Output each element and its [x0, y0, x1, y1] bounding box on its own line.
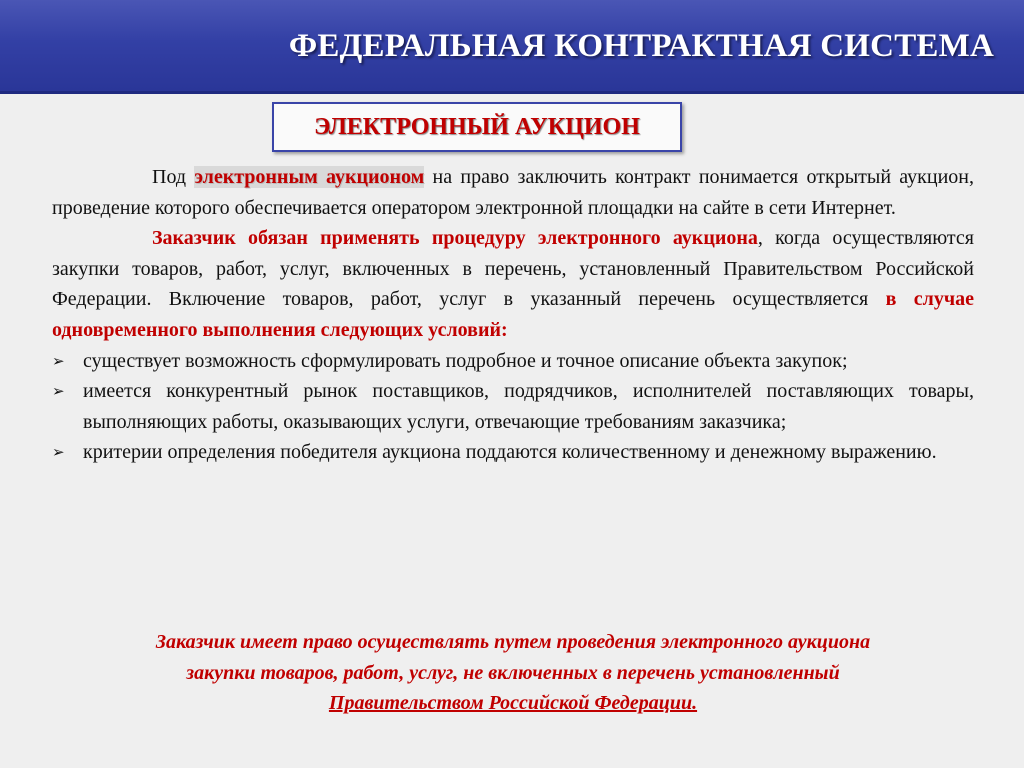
list-item-text: критерии определения победителя аукциона поддаются количественному и денежному выражению. — [83, 441, 937, 464]
list-item — [52, 346, 974, 377]
conclusion-line-3: Правительством Российской Федерации. — [328, 692, 698, 715]
conditions-emphasis: в случае одновременного выполнения следующих условий: — [52, 288, 975, 341]
arrow-bullet-icon: ➢ — [52, 443, 65, 462]
header-bar — [0, 0, 1024, 94]
list-item — [52, 376, 974, 437]
arrow-bullet-icon: ➢ — [52, 351, 65, 370]
conclusion-block — [40, 627, 986, 719]
section-title-box — [272, 102, 682, 152]
conditions-list — [52, 346, 974, 468]
list-item-text: существует возможность сформулировать подробное и точное описание объекта закупок; — [83, 349, 848, 372]
definition-text: на право заключить контракт понимается открытый аукцион, проведение которого обеспечивается оператором электронной площадки на сайте в сети Интернет. — [52, 166, 974, 219]
obligation-text: , когда осуществляются закупки товаров, работ, услуг, включенных в перечень, установленный Правительством Российской Федерации. Включение товаров, работ, услуг в указанный перечень осуществляется — [52, 227, 974, 311]
obligation-emphasis: Заказчик обязан применять процедуру электронного аукциона — [152, 227, 758, 250]
list-item — [52, 437, 974, 468]
section-title: ЭЛЕКТРОННЫЙ АУКЦИОН — [314, 114, 640, 140]
definition-intro: Под — [152, 166, 195, 188]
page-title: ФЕДЕРАЛЬНАЯ КОНТРАКТНАЯ СИСТЕМА — [288, 28, 994, 64]
conclusion-line-1: Заказчик имеет право осуществлять путем проведения электронного аукциона — [155, 631, 871, 653]
conclusion-line-2: закупки товаров, работ, услуг, не включенных в перечень установленный — [186, 661, 840, 684]
list-item-text: имеется конкурентный рынок поставщиков, подрядчиков, исполнителей поставляющих товары, выполняющих работы, оказывающих услуги, отвечающие требованиям заказчика; — [83, 380, 974, 433]
obligation-paragraph — [52, 223, 974, 345]
definition-paragraph — [52, 162, 974, 223]
term-highlight: электронным аукционом — [194, 166, 425, 188]
arrow-bullet-icon: ➢ — [52, 382, 65, 401]
main-content — [52, 162, 974, 468]
